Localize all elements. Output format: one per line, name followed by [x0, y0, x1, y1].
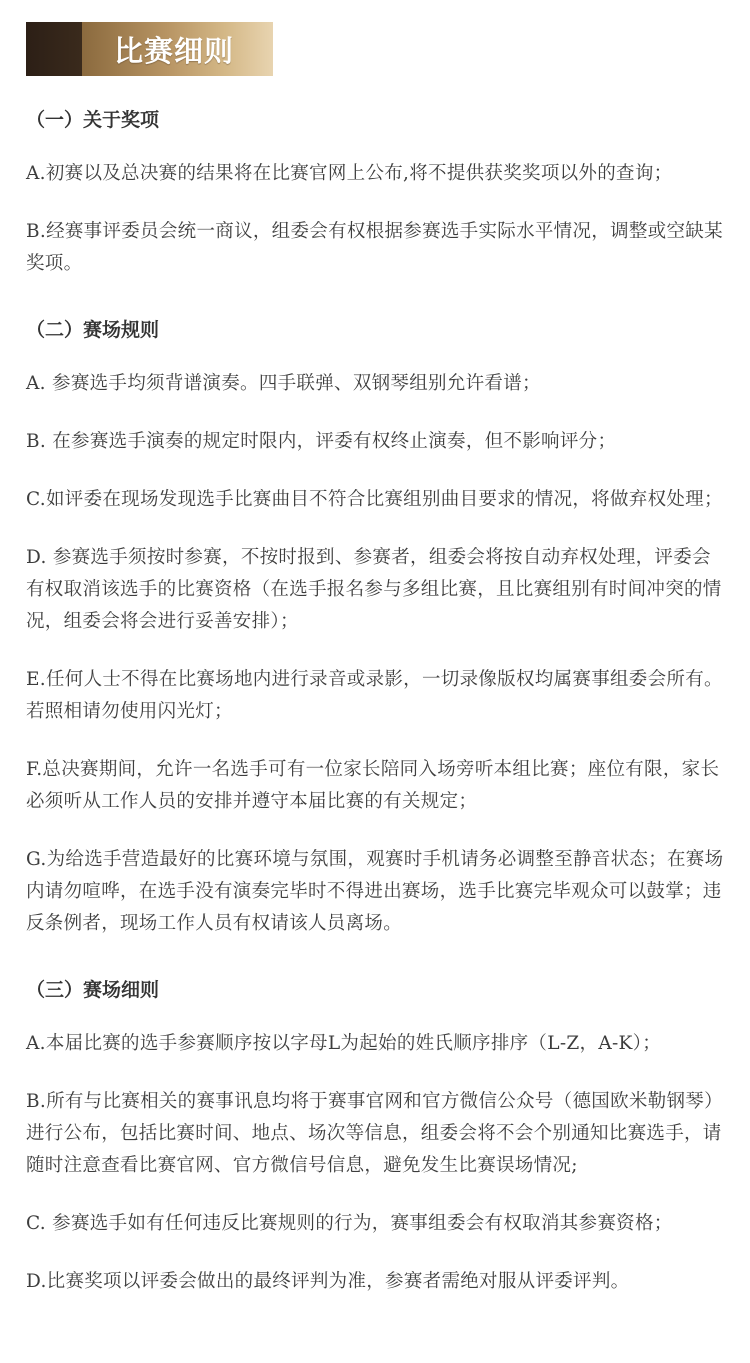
title-banner [26, 22, 273, 76]
rule-item: G.为给选手营造最好的比赛环境与氛围，观赛时手机请务必调整至静音状态；在赛场内请勿喧哗，在选手没有演奏完毕时不得进出赛场，选手比赛完毕观众可以鼓掌；违反条例者，现场工作人员有权请该人员离场。 [26, 849, 724, 934]
rule-item: D. 参赛选手须按时参赛，不按时报到、参赛者，组委会将按自动弃权处理，评委会有权取消该选手的比赛资格（在选手报名参与多组比赛，且比赛组别有时间冲突的情况，组委会将会进行妥善安排）； [26, 547, 722, 632]
title-banner-dark-block [26, 22, 82, 76]
rule-item: B.经赛事评委员会统一商议，组委会有权根据参赛选手实际水平情况，调整或空缺某奖项。 [26, 221, 723, 274]
rule-item: C.如评委在现场发现选手比赛曲目不符合比赛组别曲目要求的情况，将做弃权处理； [26, 489, 723, 510]
rule-item: F.总决赛期间，允许一名选手可有一位家长陪同入场旁听本组比赛；座位有限，家长必须听从工作人员的安排并遵守本届比赛的有关规定； [26, 759, 720, 812]
rule-item: A.本届比赛的选手参赛顺序按以字母L为起始的姓氏顺序排序（L-Z，A-K）； [26, 1033, 662, 1054]
section-heading: （三）赛场细则 [26, 979, 160, 1001]
section-heading: （一）关于奖项 [26, 109, 160, 131]
rule-item: B.所有与比赛相关的赛事讯息均将于赛事官网和官方微信公众号（德国欧米勒钢琴）进行公布，包括比赛时间、地点、场次等信息，组委会将不会个别通知比赛选手，请随时注意查看比赛官网、官方微信号信息，避免发生比赛误场情况; [26, 1091, 723, 1176]
rule-item: E.任何人士不得在比赛场地内进行录音或录影，一切录像版权均属赛事组委会所有。若照相请勿使用闪光灯； [26, 669, 723, 722]
rule-item: C. 参赛选手如有任何违反比赛规则的行为，赛事组委会有权取消其参赛资格； [26, 1213, 673, 1234]
section-heading: （二）赛场规则 [26, 319, 160, 341]
section-venue-rules [26, 306, 724, 940]
rule-item: A. 参赛选手均须背谱演奏。四手联弹、双钢琴组别允许看谱； [26, 373, 541, 394]
section-awards [26, 96, 724, 280]
rule-item: B. 在参赛选手演奏的规定时限内，评委有权终止演奏，但不影响评分； [26, 431, 617, 452]
page-title: 比赛细则 [114, 33, 235, 68]
rule-item: D.比赛奖项以评委会做出的最终评判为准，参赛者需绝对服从评委评判。 [26, 1271, 630, 1292]
title-banner-gold-block [82, 22, 273, 76]
section-venue-details [26, 966, 724, 1298]
rule-item: A.初赛以及总决赛的结果将在比赛官网上公布,将不提供获奖奖项以外的查询； [26, 163, 673, 184]
